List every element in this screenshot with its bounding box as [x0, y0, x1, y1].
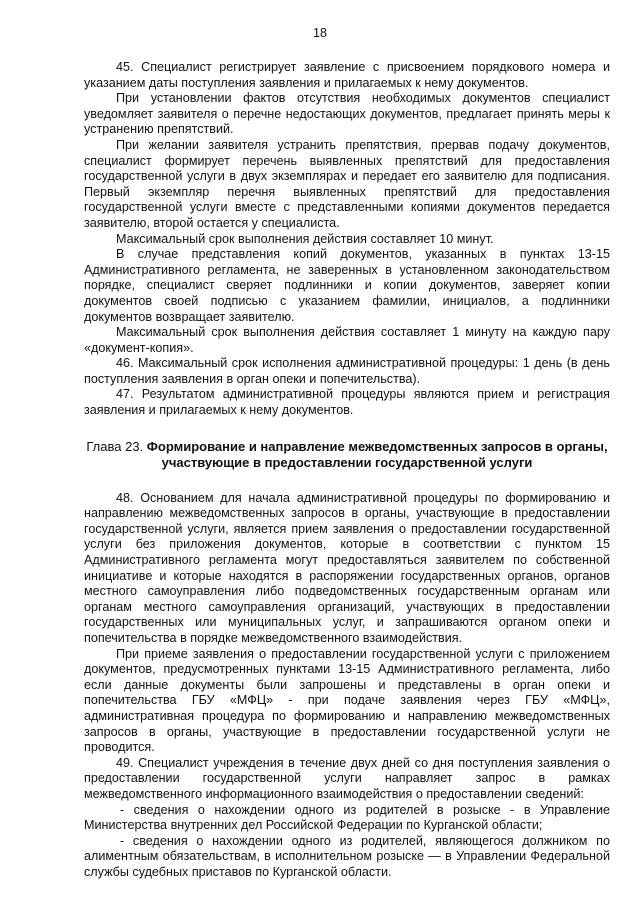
paragraph-max-time-1: Максимальный срок выполнения действия составляет 1 минуту на каждую пару «документ-копия». — [84, 325, 610, 355]
document-body — [84, 60, 610, 881]
paragraph-missing-docs: При установлении фактов отсутствия необходимых документов специалист уведомляет заявителя о перечне недостающих документов, предлагает принять меры к устранению препятствий. — [84, 91, 610, 137]
chapter-prefix: Глава 23. — [86, 438, 147, 454]
chapter-heading — [84, 439, 610, 471]
paragraph-48: 48. Основанием для начала административной процедуры по формированию и направлению межведомственных запросов в органы, участвующие в предоставлении государственной услуги, является прием заявления о предоставлении государственной услуги без приложения документов, которые в соответствии с пунктом 15 Административного регламента могут предоставляться заявителем по собственной инициативе и которые находятся в распоряжении государственных органов, органов местного самоуправления либо подведомственных государственным органам или органам местного самоуправления организаций, участвующих в предоставлении государственных или муниципальных услуг, и запрашиваются органом опеки и попечительства в порядке межведомственного взаимодействия. — [84, 490, 610, 645]
paragraph-46: 46. Максимальный срок исполнения административной процедуры: 1 день (в день поступления заявления в орган опеки и попечительства). — [84, 356, 610, 386]
paragraph-47: 47. Результатом административной процедуры являются прием и регистрация заявления и прилагаемых к нему документов. — [84, 387, 610, 418]
paragraph-copies: В случае представления копий документов, указанных в пунктах 13-15 Административного регламента, не заверенных в установленном законодательством порядке, специалист сверяет подлинники и копии документов, заверяет копии документов своей подписью с указанием фамилии, инициалов, а подлинники документов возвращает заявителю. — [84, 247, 610, 324]
paragraph-remove-obstacles: При желании заявителя устранить препятствия, прервав подачу документов, специалист формирует перечень выявленных препятствий для предоставления государственной услуги в двух экземплярах и передает его заявителю для подписания. Первый экземпляр перечня выявленных препятствий для предоставления государственной услуги вместе с представленными копиями документов передается заявителю, второй остается у специалиста. — [84, 137, 610, 230]
paragraph-max-time-10: Максимальный срок выполнения действия составляет 10 минут. — [116, 231, 494, 246]
bullet-search: - сведения о нахождении одного из родителей в розыске - в Управление Министерства внутренних дел Российской Федерации по Курганской области; — [84, 802, 610, 833]
paragraph-49: 49. Специалист учреждения в течение двух дней со дня поступления заявления о предоставлении государственной услуги направляет запрос в рамках межведомственного информационного взаимодействия о предоставлении сведений: — [84, 755, 610, 801]
paragraph-45: 45. Специалист регистрирует заявление с присвоением порядкового номера и указанием даты поступления заявления и прилагаемых к нему документов. — [84, 60, 610, 90]
bullet-alimony: - сведения о нахождении одного из родителей, являющегося должником по алиментным обязательствам, в исполнительном розыске — в Управлении Федеральной службы судебных приставов по Курганской области. — [84, 833, 610, 879]
page-number: 18 — [313, 26, 327, 40]
paragraph-with-attachments: При приеме заявления о предоставлении государственной услуги с приложением документов, предусмотренных пунктами 13-15 Административного регламента, либо если данные документы были запрошены и представлены в орган опеки и попечительства ГБУ «МФЦ» - при подаче заявления через ГБУ «МФЦ», административная процедура по формированию и направлению межведомственных запросов в органы, участвующие в предоставлении государственной услуги не проводится. — [84, 646, 610, 755]
chapter-title: Формирование и направление межведомственных запросов в органы, участвующие в предоставлении государственной услуги — [146, 438, 608, 470]
